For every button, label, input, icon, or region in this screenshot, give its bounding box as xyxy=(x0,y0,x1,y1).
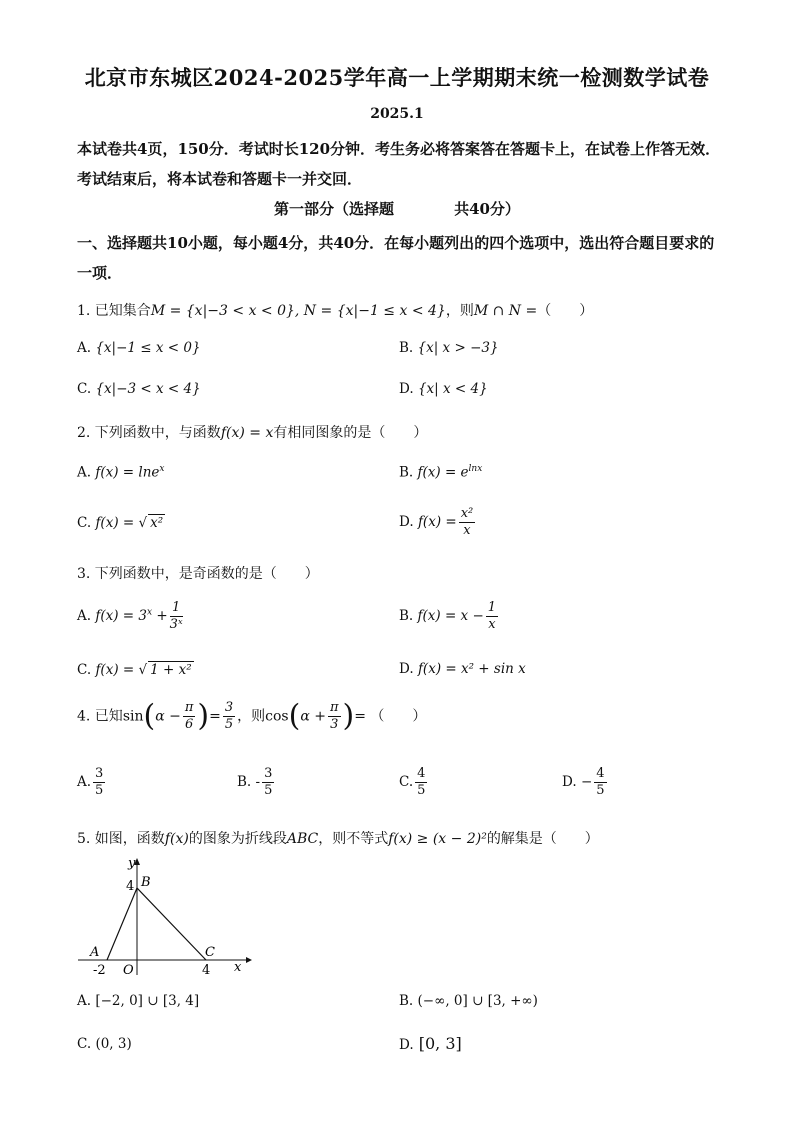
fraction-denominator: 3 xyxy=(330,717,339,732)
question-4-stem: 4. 已知sin(α − $\frac{\pi}{6}$ )= $\frac{3}{5}$ ，则cos(α + $\frac{\pi}{3}$ )= （ ） xyxy=(77,698,427,734)
q1-option-c[interactable] xyxy=(77,381,201,397)
q4-option-b[interactable] xyxy=(237,766,276,799)
section-instructions: 一、选择题共10小题，每小题4分，共40分．在每小题列出的四个选项中，选出符合题目要求的一项． xyxy=(77,234,715,282)
option-letter: D. xyxy=(399,1037,414,1053)
option-letter: B. xyxy=(399,464,414,481)
q5-suffix: 的解集是（ ） xyxy=(486,831,599,847)
q3-c-radicand: 1 + x² xyxy=(150,662,192,678)
q4-three-fifths xyxy=(223,700,235,733)
q5-d-text: [0, 3] xyxy=(418,1034,462,1053)
q1-mid: ，则 xyxy=(445,303,474,319)
fraction-denominator: 5 xyxy=(95,783,104,798)
q3-a-exp: x xyxy=(146,607,153,618)
q4-pi-over-6 xyxy=(183,700,196,733)
q1-d-text: {x| x < 4} xyxy=(417,381,488,397)
x-axis-label: x xyxy=(234,960,242,975)
part-heading-left: 第一部分（选择题 xyxy=(274,200,395,218)
q4-b-fraction xyxy=(262,766,274,799)
fraction-numerator: 3 xyxy=(224,700,234,715)
fraction-numerator: π xyxy=(184,700,194,715)
fraction-denominator: 5 xyxy=(264,783,273,798)
q5-b-text: (−∞, 0] ∪ [3, +∞) xyxy=(417,993,538,1009)
fraction-denominator: 5 xyxy=(596,783,605,798)
q5-mid: 的图象为折线段 xyxy=(188,831,287,847)
option-letter: A. xyxy=(77,340,92,356)
option-letter: D. xyxy=(399,661,414,677)
option-letter: D. xyxy=(562,774,577,790)
option-letter: A. xyxy=(77,608,92,624)
fraction-denominator: 5 xyxy=(417,783,426,798)
q4-alpha-minus: α − xyxy=(155,708,181,725)
y-axis-label: y xyxy=(128,856,136,871)
option-letter: C. xyxy=(77,1036,92,1052)
q4-c-fraction xyxy=(415,766,427,799)
exam-date: 2025.1 xyxy=(370,106,424,122)
q3-a-fraction xyxy=(170,600,183,633)
fraction-numerator: 3 xyxy=(264,766,273,781)
q4-pi-over-3 xyxy=(328,700,341,733)
part-heading-right: 共40分） xyxy=(454,200,520,218)
q2-option-d[interactable] xyxy=(399,506,477,539)
q4-d-sign: − xyxy=(580,774,593,790)
option-letter: B. xyxy=(399,608,414,624)
question-5-stem xyxy=(77,828,599,848)
q2-b-text: f(x) = e xyxy=(417,464,469,481)
q5-abc: ABC xyxy=(286,831,319,847)
option-letter: A. xyxy=(77,774,92,790)
q4-option-d[interactable] xyxy=(562,766,609,799)
q1-option-a[interactable] xyxy=(77,340,201,356)
q2-b-exp: lnx xyxy=(468,464,483,474)
q5-prefix: 5. 如图，函数 xyxy=(77,831,165,847)
option-letter: A. xyxy=(77,464,92,481)
q2-d-pre: f(x) = xyxy=(417,514,457,530)
q2-a-exp: x xyxy=(159,464,165,474)
fraction-denominator: x xyxy=(463,523,471,538)
q5-graph xyxy=(74,855,254,980)
option-letter: B. xyxy=(399,340,414,356)
fraction-numerator: 1 xyxy=(170,600,183,617)
q5-option-d[interactable] xyxy=(399,1034,462,1053)
point-c-label: C xyxy=(205,945,215,960)
q4-option-a[interactable] xyxy=(77,766,107,799)
fraction-numerator: 3 xyxy=(95,766,104,781)
q5-a-text: [−2, 0] ∪ [3, 4] xyxy=(95,993,200,1009)
exam-title: 北京市东城区2024-2025学年高一上学期期末统一检测数学试卷 xyxy=(84,65,710,90)
x-axis-arrow xyxy=(246,957,252,963)
option-letter: A. xyxy=(77,993,92,1009)
origin-label: O xyxy=(123,963,134,978)
option-letter: B. xyxy=(399,993,414,1009)
q5-inequality: f(x) ≥ (x − 2)² xyxy=(388,831,487,847)
point-a-label: A xyxy=(90,945,100,960)
q1-b-text: {x| x > −3} xyxy=(417,340,499,356)
part-heading xyxy=(0,198,794,219)
q1-prefix: 1. 已知集合 xyxy=(77,303,151,319)
y-tick-4: 4 xyxy=(126,879,135,894)
q1-option-b[interactable] xyxy=(399,340,499,356)
q3-a-plus: + xyxy=(156,608,168,624)
q1-sets: M = {x|−3 < x < 0}, N = {x|−1 ≤ x < 4} xyxy=(150,303,446,319)
q5-option-c[interactable] xyxy=(77,1036,132,1052)
q3-b-fraction xyxy=(486,600,498,633)
fraction-denominator: 3ˣ xyxy=(169,617,183,632)
q3-b-pre: f(x) = x − xyxy=(417,608,484,624)
question-1-stem xyxy=(77,300,593,320)
q2-option-c[interactable]: C. f(x) = √ x² xyxy=(77,515,164,531)
option-letter: C. xyxy=(77,662,92,678)
q2-suffix: 有相同图象的是（ ） xyxy=(273,425,428,441)
option-letter: D. xyxy=(399,381,414,397)
q4-d-fraction xyxy=(594,766,606,799)
q1-a-text: {x|−1 ≤ x < 0} xyxy=(95,340,201,356)
q3-option-b[interactable] xyxy=(399,600,500,633)
q2-c-radicand: x² xyxy=(150,515,164,531)
option-letter: C. xyxy=(399,774,414,790)
q2-option-a[interactable] xyxy=(77,464,164,481)
option-letter: C. xyxy=(77,515,92,531)
q5-mid2: ，则不等式 xyxy=(318,831,389,847)
q4-sin: sin xyxy=(122,708,144,725)
q3-option-c[interactable]: C. f(x) = √ 1 + x² xyxy=(77,662,192,678)
q1-c-text: {x|−3 < x < 4} xyxy=(95,381,201,397)
q2-prefix: 2. 下列函数中，与函数 xyxy=(77,425,221,441)
q4-b-sign: - xyxy=(255,774,261,790)
exam-instructions: 本试卷共4页，150分．考试时长120分钟．考生务必将答案答在答题卡上，在试卷上作答无效．考试结束后，将本试卷和答题卡一并交回． xyxy=(77,140,721,188)
fraction-denominator: 6 xyxy=(184,717,194,732)
q1-intersection: M ∩ N = xyxy=(473,303,538,319)
question-3-stem: 3. 下列函数中，是奇函数的是（ ） xyxy=(77,566,319,582)
polyline-abc xyxy=(107,888,206,960)
q2-c-pre: f(x) = xyxy=(95,515,135,531)
q4-a-fraction xyxy=(93,766,105,799)
q1-suffix: （ ） xyxy=(537,303,594,319)
q5-option-a[interactable] xyxy=(77,993,199,1009)
q2-option-b[interactable] xyxy=(399,464,482,481)
q4-option-c[interactable] xyxy=(399,766,429,799)
q4-prefix: 4. 已知 xyxy=(77,708,123,725)
option-letter: B. xyxy=(237,774,252,790)
option-letter: C. xyxy=(77,381,92,397)
q3-option-d[interactable] xyxy=(399,661,526,677)
q3-d-text: f(x) = x² + sin x xyxy=(417,661,526,677)
q4-alpha-plus: α + xyxy=(300,708,326,725)
fraction-numerator: π xyxy=(329,700,339,715)
point-b-label: B xyxy=(141,875,151,890)
fraction-denominator: x xyxy=(488,617,496,632)
q5-c-text: (0, 3) xyxy=(95,1036,132,1052)
q4-cos: cos xyxy=(265,708,289,725)
question-2-stem xyxy=(77,422,427,442)
option-letter: D. xyxy=(399,514,414,530)
q5-func: f(x) xyxy=(164,831,189,847)
q3-a-pre: f(x) = 3 xyxy=(95,608,147,624)
q2-a-text: f(x) = lne xyxy=(95,464,160,481)
fraction-numerator: 4 xyxy=(417,766,426,781)
q3-c-pre: f(x) = xyxy=(95,662,135,678)
fraction-numerator: x² xyxy=(460,506,474,521)
q3-option-a[interactable] xyxy=(77,600,185,633)
fraction-numerator: 1 xyxy=(487,600,497,615)
q5-option-b[interactable] xyxy=(399,993,538,1009)
q1-option-d[interactable] xyxy=(399,381,488,397)
q4-mid: ，则 xyxy=(237,708,266,725)
q2-func: f(x) = x xyxy=(220,425,274,441)
x-tick-neg2: -2 xyxy=(93,963,106,978)
q4-equals: = xyxy=(209,708,221,725)
fraction-numerator: 4 xyxy=(596,766,605,781)
q2-d-fraction xyxy=(459,506,476,539)
x-tick-4: 4 xyxy=(202,963,211,978)
q4-tail: = （ ） xyxy=(354,708,427,725)
fraction-denominator: 5 xyxy=(224,717,234,732)
